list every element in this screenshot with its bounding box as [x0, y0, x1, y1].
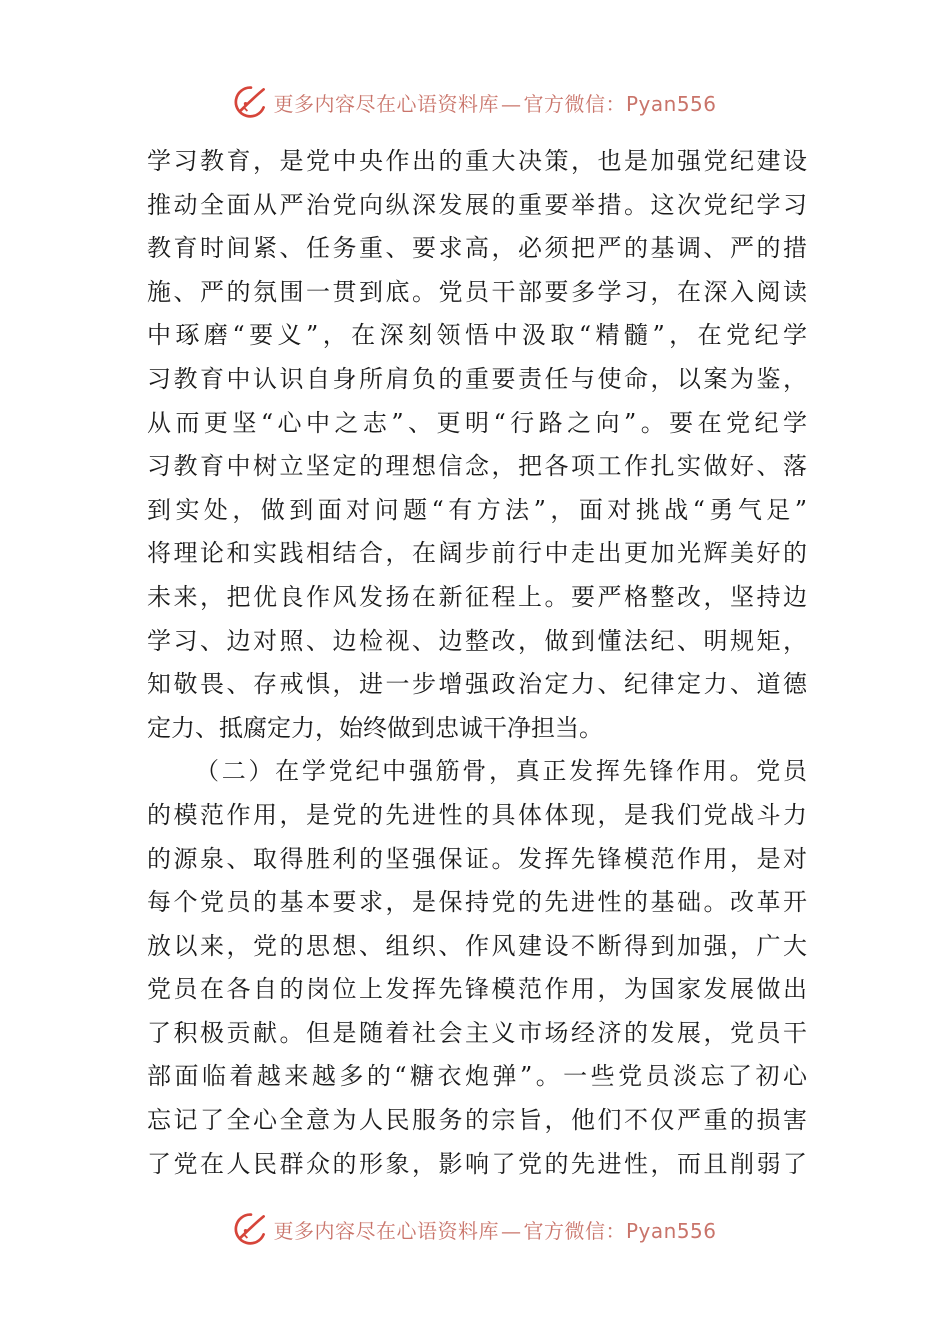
footer-banner-account: Pyan556: [625, 1218, 717, 1243]
body-line: 推动全面从严治党向纵深发展的重要举措。这次党纪学习: [147, 190, 807, 219]
header-banner-text: 更多内容尽在心语资料库: [273, 91, 499, 116]
footer-banner-text: 更多内容尽在心语资料库: [273, 1218, 499, 1243]
body-line: 学习、边对照、边检视、边整改，做到懂法纪、明规矩，: [147, 626, 807, 655]
body-line: 学习教育，是党中央作出的重大决策，也是加强党纪建设: [147, 147, 807, 175]
body-line: 了积极贡献。但是随着社会主义市场经济的发展，党员干: [147, 1018, 807, 1047]
body-line: 了党在人民群众的形象，影响了党的先进性，而且削弱了: [147, 1149, 807, 1178]
pen-circle-icon: [233, 1211, 269, 1247]
pen-circle-icon: [233, 84, 269, 120]
footer-banner-separator: —: [500, 1218, 522, 1243]
header-banner-account: Pyan556: [625, 91, 717, 116]
body-line: 习教育中树立坚定的理想信念，把各项工作扎实做好、落: [147, 452, 807, 481]
body-line: 习教育中认识自身所肩负的重要责任与使命，以案为鉴，: [147, 364, 807, 393]
body-line: 教育时间紧、任务重、要求高，必须把严的基调、严的措: [147, 234, 807, 263]
body-line: 放以来，党的思想、组织、作风建设不断得到加强，广大: [147, 931, 807, 960]
header-banner-account-label: 官方微信：: [523, 91, 626, 116]
section-heading-line: （二）在学党纪中强筋骨，真正发挥先锋作用。党员: [195, 757, 807, 786]
body-line: 施、严的氛围一贯到底。党员干部要多学习，在深入阅读: [147, 277, 807, 306]
body-line: 定力、抵腐定力，始终做到忠诚干净担当。: [147, 713, 603, 742]
document-body: [147, 140, 807, 1186]
body-line: 知敬畏、存戒惧，进一步增强政治定力、纪律定力、道德: [147, 670, 807, 699]
body-line: 中琢磨“要义”，在深刻领悟中汲取“精髓”，在党纪学: [147, 321, 807, 350]
body-line: 未来，把优良作风发扬在新征程上。要严格整改，坚持边: [147, 582, 807, 611]
body-line: 党员在各自的岗位上发挥先锋模范作用，为国家发展做出: [147, 975, 807, 1004]
footer-banner: [0, 1209, 950, 1249]
footer-banner-account-label: 官方微信：: [523, 1218, 626, 1243]
body-line: 将理论和实践相结合，在阔步前行中走出更加光辉美好的: [147, 539, 807, 568]
body-line: 忘记了全心全意为人民服务的宗旨，他们不仅严重的损害: [147, 1106, 807, 1135]
body-line: 从而更坚“心中之志”、更明“行路之向”。要在党纪学: [147, 408, 807, 437]
body-line: 的模范作用，是党的先进性的具体体现，是我们党战斗力: [147, 800, 807, 829]
header-banner-separator: —: [500, 91, 522, 116]
body-line: 每个党员的基本要求，是保持党的先进性的基础。改革开: [147, 888, 807, 917]
body-line: 到实处，做到面对问题“有方法”，面对挑战“勇气足”: [147, 495, 807, 524]
body-line: 的源泉、取得胜利的坚强保证。发挥先锋模范作用，是对: [147, 844, 807, 873]
header-banner: [0, 82, 950, 122]
body-line: 部面临着越来越多的“糖衣炮弹”。一些党员淡忘了初心: [147, 1062, 807, 1091]
